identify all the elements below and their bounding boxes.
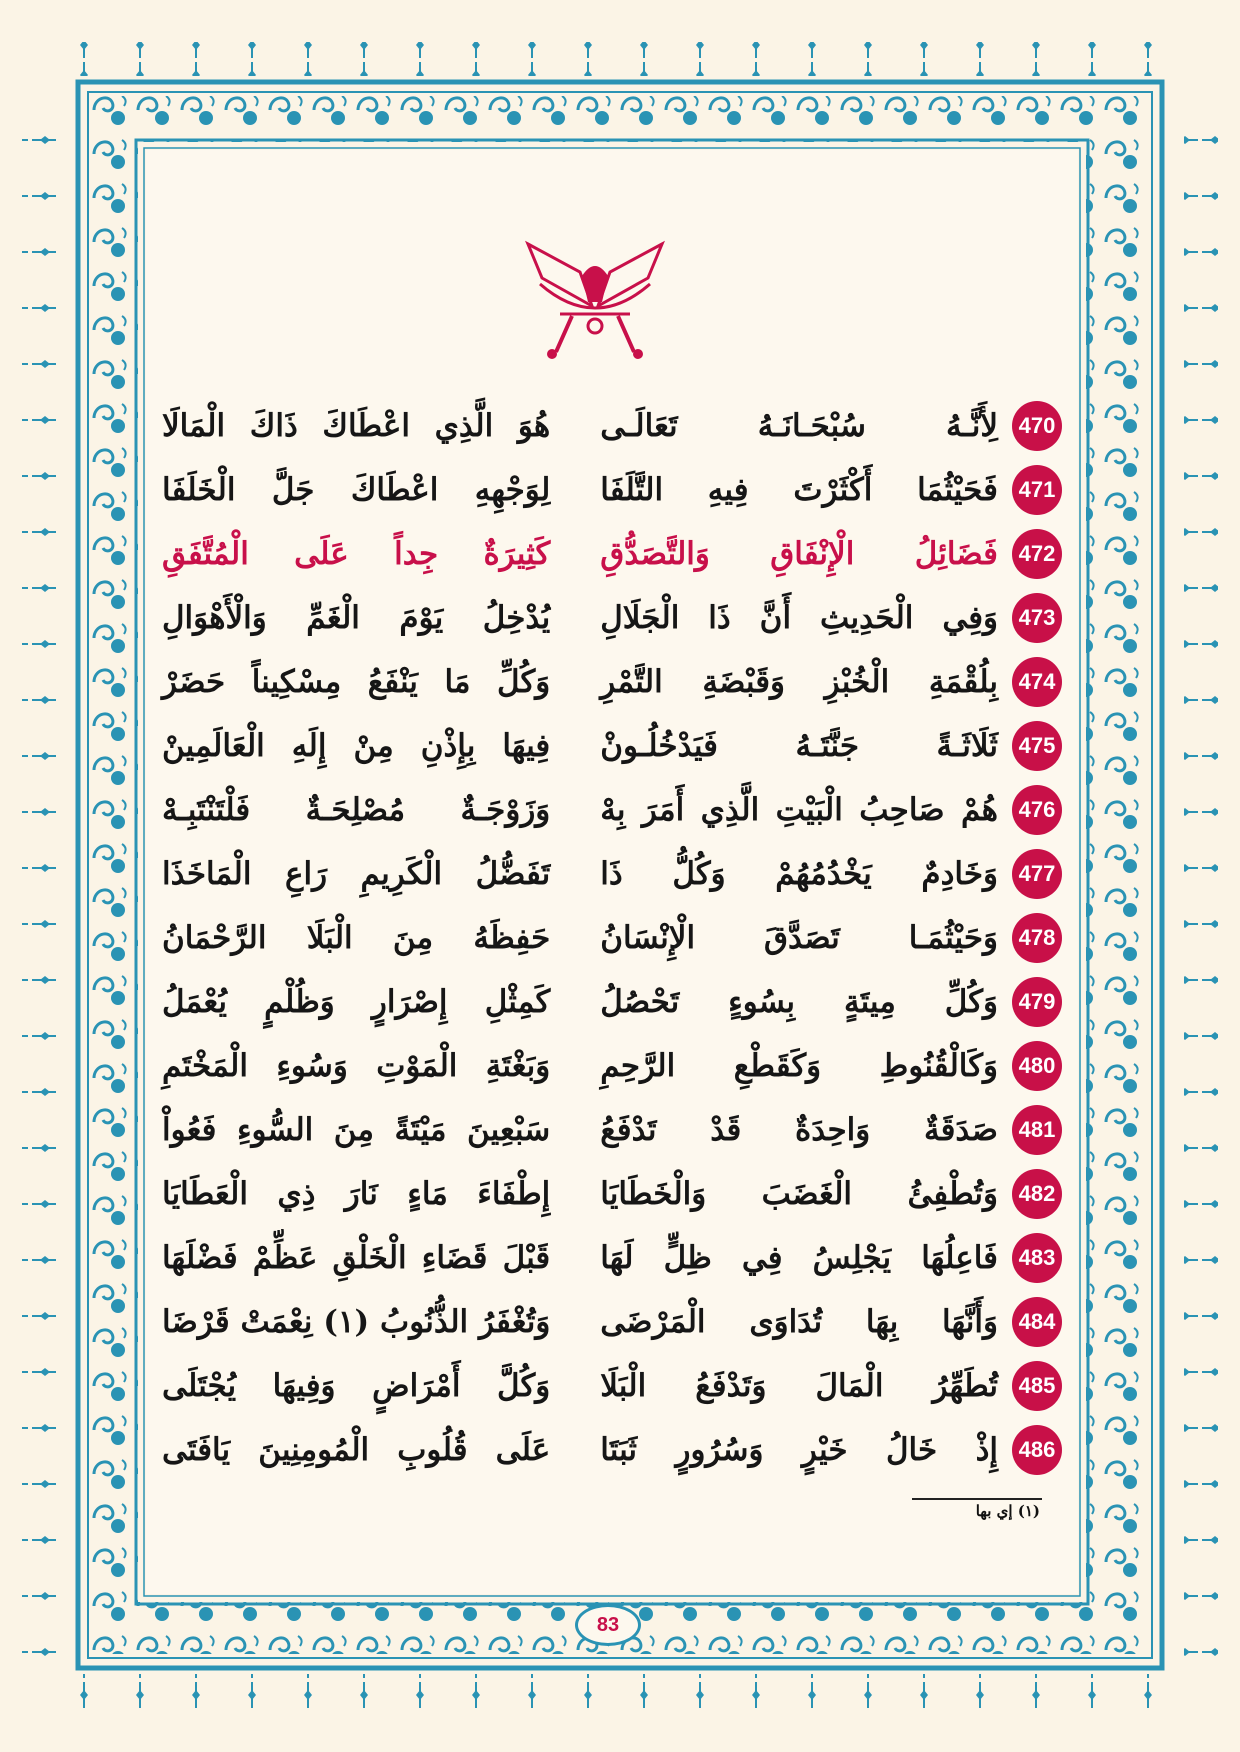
verse-hemistich-right: وَحَيْثُمَـا تَصَدَّقَ الْإِنْسَانُ (600, 920, 998, 956)
verse-number-badge: 477 (1012, 849, 1062, 899)
verse-hemistich-right: فَحَيْثُمَا أَكْثَرْتَ فِيهِ التَّلَفَا (600, 472, 998, 508)
verse-number-badge: 483 (1012, 1233, 1062, 1283)
verse-hemistich-right: وَكُلِّ مِيتَةٍ بِسُوءٍ تَحْصُلُ (600, 984, 998, 1020)
verse-486 (162, 1418, 1062, 1482)
verse-number-badge: 472 (1012, 529, 1062, 579)
verse-hemistich-left: سَبْعِينَ مَيْتَةً مِنَ السُّوءِ فَعُواْ (162, 1112, 551, 1148)
verse-471 (162, 458, 1062, 522)
verse-hemistich-left: يُدْخِلُ يَوْمَ الْغَمِّ وَالْأَهْوَالِ (162, 600, 551, 636)
verse-hemistich-left: وَكُلِّ مَا يَنْفَعُ مِسْكِيناً حَضَرْ (162, 664, 551, 700)
top-tick-ornaments (60, 42, 1180, 76)
verse-hemistich-left: فِيهَا بِإِذْنِ مِنْ إِلَهِ الْعَالَمِينْ (162, 728, 551, 764)
verse-hemistich-left: حَفِظَهُ مِنَ الْبَلَا الرَّحْمَانُ (162, 920, 551, 956)
verse-hemistich-right: فَضَائِلُ الْإِنْفَاقِ وَالتَّصَدُّقِ (600, 536, 998, 572)
verse-hemistich-right: وَكَالْقُنُوطِ وَكَقَطْعِ الرَّحِمِ (600, 1048, 998, 1084)
verse-hemistich-left: إِطْفَاءَ مَاءٍ نَارَ ذِي الْعَطَايَا (162, 1176, 551, 1212)
verse-number-badge: 484 (1012, 1297, 1062, 1347)
bottom-tick-ornaments (60, 1674, 1180, 1708)
footnote-divider (912, 1498, 1042, 1500)
verse-hemistich-left: وَكُلَّ أَمْرَاضٍ وَفِيهَا يُجْتَلَى (162, 1368, 551, 1404)
verse-hemistich-left: كَثِيرَةٌ جِداً عَلَى الْمُتَّفَقِ (162, 536, 551, 572)
verse-hemistich-right: هُمْ صَاحِبُ الْبَيْتِ الَّذِي أَمَرَ بِهْ (600, 792, 998, 828)
verse-number-badge: 480 (1012, 1041, 1062, 1091)
verse-hemistich-left: وَزَوْجَـةٌ مُصْلِحَـةٌ فَلْتَنْتَبِـهْ (162, 792, 551, 828)
verse-hemistich-left: قَبْلَ قَضَاءِ الْخَلْقِ عَظِّمْ فَضْلَهَا (162, 1240, 551, 1276)
verse-hemistich-right: بِلُقْمَةِ الْخُبْزِ وَقَبْضَةِ التَّمْرِ (600, 664, 998, 700)
verse-list (162, 394, 1062, 1482)
verse-hemistich-right: وَفِي الْحَدِيثِ أَنَّ ذَا الْجَلَالِ (600, 600, 998, 636)
verse-hemistich-right: لِأَنَّـهُ سُبْحَـانَـهُ تَعَالَـى (600, 408, 998, 444)
verse-hemistich-right: وَأَنَّهَا بِهَا تُدَاوَى الْمَرْضَى (600, 1304, 998, 1340)
verse-number-badge: 478 (1012, 913, 1062, 963)
verse-hemistich-left: عَلَى قُلُوبِ الْمُومِنِينَ يَافَتَى (162, 1432, 551, 1468)
verse-479 (162, 970, 1062, 1034)
verse-475 (162, 714, 1062, 778)
verse-485 (162, 1354, 1062, 1418)
right-tick-ornaments (1184, 90, 1218, 1670)
verse-number-badge: 482 (1012, 1169, 1062, 1219)
verse-hemistich-left: كَمِثْلِ إِصْرَارٍ وَظُلْمٍ يُعْمَلُ (162, 984, 551, 1020)
verse-number-badge: 476 (1012, 785, 1062, 835)
verse-number-badge: 473 (1012, 593, 1062, 643)
verse-hemistich-left: هُوَ الَّذِي اعْطَاكَ ذَاكَ الْمَالَا (162, 408, 551, 444)
verse-474 (162, 650, 1062, 714)
verse-hemistich-right: وَخَادِمٌ يَخْدُمُهُمْ وَكُلُّ ذَا (600, 856, 998, 892)
verse-hemistich-left: تَفَضُّلُ الْكَرِيمِ رَاعِ الْمَاخَذَا (162, 856, 551, 892)
verse-478 (162, 906, 1062, 970)
verse-number-badge: 475 (1012, 721, 1062, 771)
verse-hemistich-right: تُطَهِّرُ الْمَالَ وَتَدْفَعُ الْبَلَا (600, 1368, 998, 1404)
verse-476 (162, 778, 1062, 842)
verse-number-badge: 485 (1012, 1361, 1062, 1411)
verse-number-badge: 471 (1012, 465, 1062, 515)
verse-481 (162, 1098, 1062, 1162)
verse-480 (162, 1034, 1062, 1098)
verse-number-badge: 481 (1012, 1105, 1062, 1155)
verse-hemistich-right: وَتُطْفِئُ الْغَضَبَ وَالْخَطَايَا (600, 1176, 998, 1212)
verse-472 (162, 522, 1062, 586)
verse-number-badge: 479 (1012, 977, 1062, 1027)
verse-hemistich-left: وَبَغْتَةِ الْمَوْتِ وَسُوءِ الْمَخْتَمِ (162, 1048, 551, 1084)
left-tick-ornaments (22, 90, 56, 1670)
quran-stand-emblem (520, 232, 670, 362)
verse-hemistich-right: فَاعِلُهَا يَجْلِسُ فِي ظِلٍّ لَهَا (600, 1240, 998, 1276)
verse-484 (162, 1290, 1062, 1354)
verse-473 (162, 586, 1062, 650)
verse-483 (162, 1226, 1062, 1290)
verse-number-badge: 486 (1012, 1425, 1062, 1475)
verse-477 (162, 842, 1062, 906)
verse-hemistich-left: لِوَجْهِهِ اعْطَاكَ جَلَّ الْخَلَفَا (162, 472, 551, 508)
page-number: 83 (575, 1604, 641, 1646)
verse-hemistich-left: وَتُغْفَرُ الذُّنُوبُ (١) نِعْمَتْ قَرْضَا (162, 1304, 551, 1340)
verse-482 (162, 1162, 1062, 1226)
verse-hemistich-right: ثَلَاثَـةً جَنَّتَـهُ فَيَدْخُلُـونْ (600, 728, 998, 764)
footnote: (١) إي بها (975, 1502, 1040, 1520)
verse-number-badge: 470 (1012, 401, 1062, 451)
verse-hemistich-right: إِذْ خَالُ خَيْرٍ وَسُرُورٍ ثَبَتَا (600, 1432, 998, 1468)
verse-hemistich-right: صَدَقَةٌ وَاحِدَةٌ قَدْ تَدْفَعُ (600, 1112, 998, 1148)
verse-number-badge: 474 (1012, 657, 1062, 707)
verse-470 (162, 394, 1062, 458)
